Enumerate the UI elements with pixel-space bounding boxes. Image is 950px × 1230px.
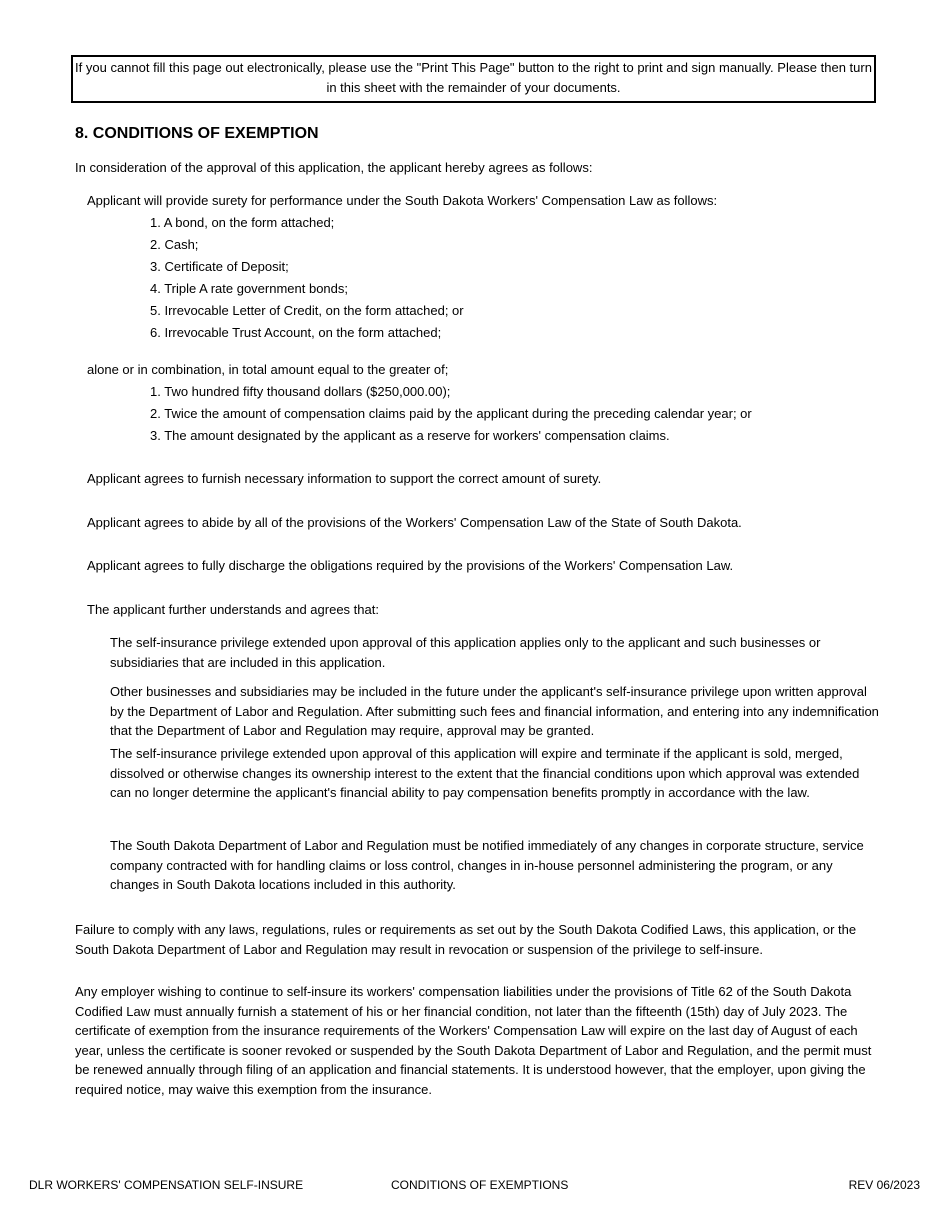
surety-list (150, 212, 464, 344)
agree-abide-law: Applicant agrees to abide by all of the provisions of the Workers' Compensation Law of the State of South Dakota. (87, 515, 742, 530)
surety-intro: Applicant will provide surety for performance under the South Dakota Workers' Compensation Law as follows: (87, 193, 718, 208)
paragraph-notification: The South Dakota Department of Labor and Regulation must be notified immediately of any changes in corporate structure, service company contracted with for handling claims or loss control, changes in in-house personnel administering the program, or any changes in South Dakota locations included in this authority. (110, 838, 864, 892)
footer-center: CONDITIONS OF EXEMPTIONS (391, 1178, 569, 1192)
paragraph-termination: The self-insurance privilege extended upon approval of this application will expire and terminate if the applicant is sold, merged, dissolved or otherwise changes its ownership interest to the extent that the financial conditions upon which approval was extended can no longer determine the applicant's financial ability to pay compensation benefits promptly in accordance with the law. (110, 746, 860, 800)
list-item: 1. Two hundred fifty thousand dollars ($250,000.00); (150, 384, 451, 399)
list-item: 6. Irrevocable Trust Account, on the form attached; (150, 325, 442, 340)
amount-intro: alone or in combination, in total amount equal to the greater of; (87, 362, 449, 377)
failure-paragraph: Failure to comply with any laws, regulations, rules or requirements as set out by the South Dakota Codified Laws, this application, or the South Dakota Department of Labor and Regulation may result in revocation or suspension of the privilege to self-insure. (75, 922, 857, 957)
further-intro: The applicant further understands and agrees that: (87, 602, 379, 617)
footer-left: DLR WORKERS' COMPENSATION SELF-INSURE (29, 1178, 304, 1192)
print-notice-box: If you cannot fill this page out electronically, please use the "Print This Page" button to the right to print and sign manually. Please then turn in this sheet with the remainder of your documents. (71, 55, 876, 103)
intro-text: In consideration of the approval of this application, the applicant hereby agrees as follows: (75, 160, 593, 175)
agree-surety-info: Applicant agrees to furnish necessary information to support the correct amount of surety. (87, 471, 602, 486)
list-item: 2. Twice the amount of compensation claims paid by the applicant during the preceding calendar year; or (150, 406, 752, 421)
list-item: 1. A bond, on the form attached; (150, 215, 335, 230)
list-item: 3. The amount designated by the applicant as a reserve for workers' compensation claims. (150, 428, 670, 443)
amount-list (150, 381, 752, 447)
paragraph-future-subsidiaries: Other businesses and subsidiaries may be included in the future under the applicant's self-insurance privilege upon written approval by the Department of Labor and Regulation. After submitting such fees and financial information, and entering into any indemnification that the Department of Labor and Regulation may require, approval may be granted. (110, 684, 879, 738)
agree-discharge-obligations: Applicant agrees to fully discharge the obligations required by the provisions of the Workers' Compensation Law. (87, 558, 734, 573)
list-item: 5. Irrevocable Letter of Credit, on the form attached; or (150, 303, 464, 318)
paragraph-scope: The self-insurance privilege extended upon approval of this application applies only to the applicant and such businesses or subsidiaries that are included in this application. (110, 635, 821, 670)
list-item: 4. Triple A rate government bonds; (150, 281, 349, 296)
list-item: 2. Cash; (150, 237, 199, 252)
renewal-paragraph: Any employer wishing to continue to self-insure its workers' compensation liabilities under the provisions of Title 62 of the South Dakota Codified Law must annually furnish a statement of his or her financial condition, not later than the fifteenth (15th) day of July 2023. The certificate of exemption from the insurance requirements of the Workers' Compensation Law will expire on the last day of August of each year, unless the certificate is sooner revoked or suspended by the South Dakota Department of Labor and Regulation, and the permit must be renewed annually through filing of an application and financial statements. It is understood however, that the employer, upon giving the required notice, may waive this exemption from the insurance. (75, 984, 872, 1097)
list-item: 3. Certificate of Deposit; (150, 259, 289, 274)
section-title: 8. CONDITIONS OF EXEMPTION (75, 125, 319, 142)
footer-right: REV 06/2023 (848, 1178, 920, 1192)
